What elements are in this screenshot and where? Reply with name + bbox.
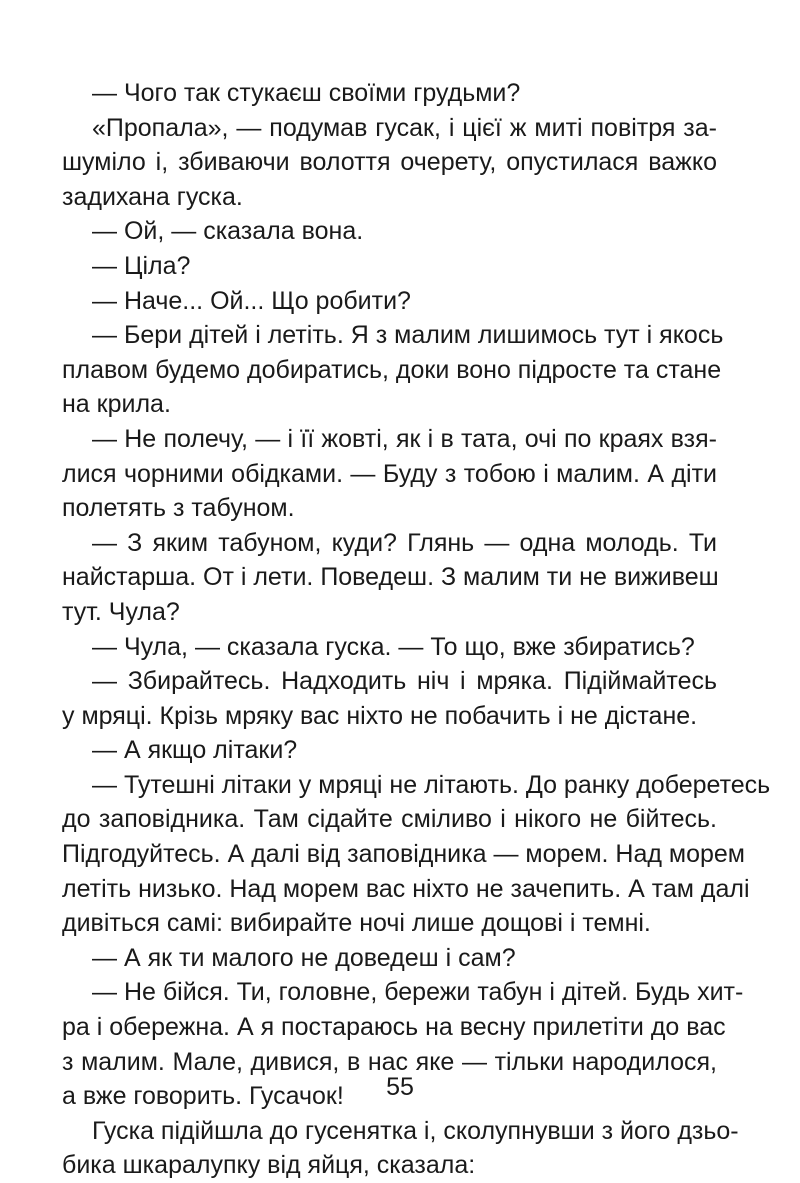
- text-line: летіть низько. Над морем вас ніхто не зачепить. А там далі: [62, 874, 750, 903]
- text-line: бика шкаралупку від яйця, сказала:: [62, 1151, 476, 1180]
- text-line: тут. Чула?: [62, 597, 180, 626]
- text-line: дивіться самі: вибирайте ночі лише дощові і темні.: [62, 909, 651, 938]
- text-line: полетять з табуном.: [62, 494, 295, 523]
- text-line: — А як ти малого не доведеш і сам?: [92, 943, 516, 972]
- text-line: — Бери дітей і летіть. Я з малим лишимось тут і якось: [92, 321, 724, 350]
- text-line: — Тутешні літаки у мряці не літають. До ранку доберетесь: [92, 770, 771, 799]
- text-line: у мряці. Крізь мряку вас ніхто не побачить і не дістане.: [62, 701, 698, 730]
- text-line: — Збирайтесь. Надходить ніч і мряка. Підіймайтесь: [92, 667, 717, 696]
- text-line: ра і обережна. А я постараюсь на весну прилетіти до вас: [62, 1013, 726, 1042]
- text-line: задихана гуска.: [62, 182, 243, 211]
- text-line: — Наче... Ой... Що робити?: [92, 286, 411, 315]
- text-line: Підгодуйтесь. А далі від заповідника — морем. Над морем: [62, 840, 745, 869]
- page-number: 55: [386, 1073, 414, 1101]
- text-line: — Чула, — сказала гуска. — То що, вже збиратись?: [92, 632, 695, 661]
- text-line: — З яким табуном, куди? Глянь — одна молодь. Ти: [92, 528, 717, 557]
- text-line: плавом будемо добиратись, доки воно підросте та стане: [62, 355, 722, 384]
- text-line: — Не бійся. Ти, головне, бережи табун і дітей. Будь хит-: [92, 978, 744, 1007]
- text-line: — А якщо літаки?: [92, 736, 298, 765]
- text-line: шуміло і, збиваючи волоття очерету, опустилася важко: [62, 148, 717, 177]
- page-body: [62, 76, 771, 1183]
- text-line: — Ой, — сказала вона.: [92, 217, 364, 246]
- text-line: Гуска підійшла до гусенятка і, сколупнувши з його дзьо-: [92, 1116, 739, 1145]
- text-line: — Чого так стукаєш своїми грудьми?: [92, 79, 521, 107]
- text-line: з малим. Мале, дивися, в нас яке — тільки народилося,: [62, 1047, 717, 1076]
- text-line: до заповідника. Там сідайте сміливо і нікого не бійтесь.: [62, 805, 717, 834]
- text-line: — Не полечу, — і її жовті, як і в тата, очі по краях взя-: [92, 424, 717, 453]
- text-line: — Ціла?: [92, 251, 191, 280]
- text-line: а вже говорить. Гусачок!: [62, 1082, 344, 1111]
- text-line: лися чорними обідками. — Буду з тобою і малим. А діти: [62, 459, 717, 488]
- text-line: «Пропала», — подумав гусак, і цієї ж миті повітря за-: [92, 113, 717, 142]
- text-line: на крила.: [62, 390, 171, 419]
- text-line: найстарша. От і лети. Поведеш. З малим ти не виживеш: [62, 563, 719, 592]
